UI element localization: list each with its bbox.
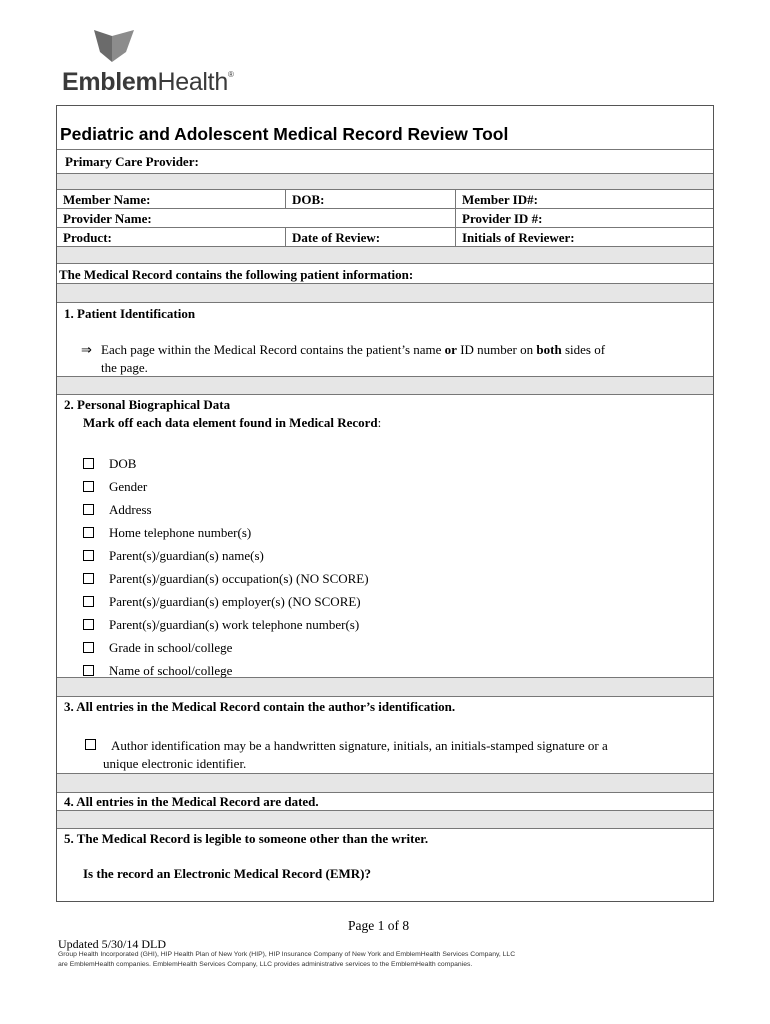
form-title: Pediatric and Adolescent Medical Record Review Tool [60, 124, 509, 144]
provider-info-row [57, 209, 713, 228]
review-form [56, 105, 714, 902]
member-info-row [57, 190, 713, 209]
checkbox[interactable] [83, 504, 94, 515]
primary-care-provider-label: Primary Care Provider: [65, 154, 199, 169]
checkbox[interactable] [83, 550, 94, 561]
product-info-row [57, 228, 713, 247]
checkbox[interactable] [83, 596, 94, 607]
product-label: Product: [57, 228, 286, 246]
checkbox-label: Home telephone number(s) [109, 525, 252, 540]
primary-care-provider-row [57, 150, 713, 174]
initials-of-reviewer-label: Initials of Reviewer: [462, 230, 575, 245]
dob-label: DOB: [286, 190, 456, 208]
spacer-row [57, 678, 713, 697]
legal-footnote-line-2: are EmblemHealth companies. EmblemHealth Services Company, LLC provides administrative services to the EmblemHealth companies. [58, 961, 473, 968]
section-3-text: Author identification may be a handwritten signature, initials, an initials-stamped signature or a unique electronic identifier. [103, 738, 608, 771]
checkbox-label: Name of school/college [109, 663, 233, 678]
section-entries-dated [57, 793, 713, 811]
member-id-label: Member ID#: [462, 192, 538, 207]
checkbox[interactable] [83, 458, 94, 469]
checkbox-label: Parent(s)/guardian(s) name(s) [109, 548, 264, 563]
checkbox-label: DOB [109, 456, 137, 471]
checkbox[interactable] [83, 573, 94, 584]
emblem-shield-icon [92, 28, 136, 64]
section-1-text: Each page within the Medical Record contains the patient’s name or ID number on both sides of the page. [101, 342, 606, 375]
checkbox-label: Address [109, 502, 152, 517]
section-1-heading: 1. Patient Identification [64, 306, 196, 321]
section-patient-identification [57, 303, 713, 377]
emr-question: Is the record an Electronic Medical Record (EMR)? [83, 866, 371, 881]
checkbox-label: Parent(s)/guardian(s) occupation(s) (NO SCORE) [109, 571, 369, 586]
section-legibility [57, 829, 713, 901]
checkbox[interactable] [83, 665, 94, 676]
section-2-subheading: Mark off each data element found in Medical Record: [83, 415, 382, 430]
section-4-heading: 4. All entries in the Medical Record are dated. [64, 794, 319, 809]
checkbox-label: Parent(s)/guardian(s) work telephone number(s) [109, 617, 360, 632]
section-author-identification [57, 697, 713, 774]
section-5-heading: 5. The Medical Record is legible to someone other than the writer. [64, 831, 429, 846]
checkbox[interactable] [83, 481, 94, 492]
spacer-row [57, 174, 713, 190]
provider-id-label: Provider ID #: [462, 211, 543, 226]
checkbox[interactable] [83, 619, 94, 630]
legal-footnote-line-1: Group Health Incorporated (GHI), HIP Health Plan of New York (HIP), HIP Insurance Company of New York and EmblemHealth Services Company, LLC [58, 951, 516, 958]
member-name-label: Member Name: [57, 190, 286, 208]
title-row [57, 106, 713, 150]
section-2-heading: 2. Personal Biographical Data [64, 397, 231, 412]
checkbox[interactable] [85, 739, 96, 750]
page-number: Page 1 of 8 [348, 918, 410, 933]
emblemhealth-logo [60, 28, 260, 100]
checkbox-label: Gender [109, 479, 148, 494]
contains-heading-row [57, 264, 713, 284]
section-3-heading: 3. All entries in the Medical Record contain the author’s identification. [64, 699, 456, 714]
date-of-review-label: Date of Review: [286, 228, 456, 246]
spacer-row [57, 284, 713, 303]
checkbox-label: Parent(s)/guardian(s) employer(s) (NO SCORE) [109, 594, 361, 609]
spacer-row [57, 811, 713, 829]
provider-name-label: Provider Name: [57, 209, 456, 227]
spacer-row [57, 377, 713, 395]
checkbox-label: Grade in school/college [109, 640, 233, 655]
logo-wordmark: EmblemHealth® [62, 68, 234, 96]
spacer-row [57, 247, 713, 264]
spacer-row [57, 774, 713, 793]
contains-heading: The Medical Record contains the following patient information: [59, 267, 414, 282]
section-personal-biographical-data [57, 395, 713, 678]
checkbox[interactable] [83, 642, 94, 653]
checkbox[interactable] [83, 527, 94, 538]
updated-note: Updated 5/30/14 DLD [58, 937, 166, 951]
arrow-icon: ⇒ [81, 342, 92, 357]
